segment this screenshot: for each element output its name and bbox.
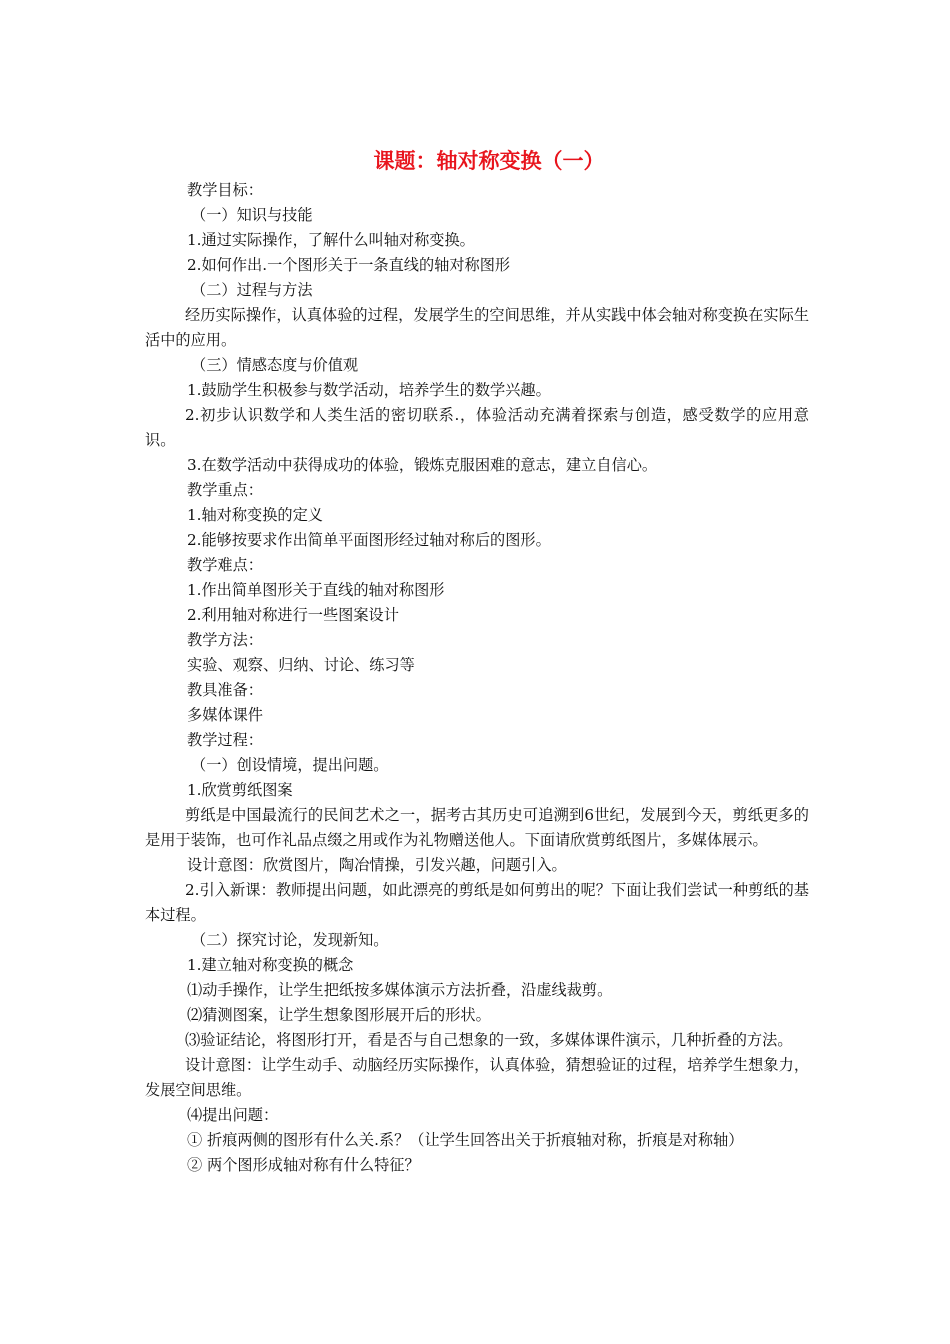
heading-teaching-process: 教学过程：	[187, 731, 263, 749]
key-point-2: 2.能够按要求作出简单平面图形经过轴对称后的图形。	[187, 531, 551, 549]
goal-item-1: 1.通过实际操作，了解什么叫轴对称变换。	[187, 231, 475, 249]
step-appreciate-papercut: 1.欣赏剪纸图案	[187, 781, 293, 799]
document-body	[145, 178, 809, 1178]
difficulty-1: 1.作出简单图形关于直线的轴对称图形	[187, 581, 445, 599]
difficulty-2: 2.利用轴对称进行一些图案设计	[187, 606, 399, 624]
subheading-process-method: （二）过程与方法	[191, 281, 313, 299]
subheading-knowledge-skills: （一）知识与技能	[191, 206, 313, 224]
sub-step-2: ⑵猜测图案，让学生想象图形展开后的形状。	[187, 1006, 491, 1024]
sub-step-4: ⑷提出问题：	[187, 1106, 279, 1124]
question-2: ② 两个图形成轴对称有什么特征？	[187, 1156, 420, 1174]
design-intent-2: 设计意图：让学生动手、动脑经历实际操作，认真体验，猜想验证的过程，培养学生想象力，发展空间思维。	[145, 1056, 809, 1099]
heading-teaching-goals: 教学目标：	[187, 181, 263, 199]
attitude-item-3: 3.在数学活动中获得成功的体验，锻炼克服困难的意志，建立自信心。	[187, 456, 658, 474]
step-build-concept: 1.建立轴对称变换的概念	[187, 956, 354, 974]
design-intent-1: 设计意图：欣赏图片，陶冶情操，引发兴趣，问题引入。	[187, 856, 567, 874]
teaching-aids-text: 多媒体课件	[187, 706, 263, 724]
goal-item-2: 2.如何作出.一个图形关于一条直线的轴对称图形	[187, 256, 511, 274]
section-create-situation: （一）创设情境，提出问题。	[191, 756, 389, 774]
section-explore-discuss: （二）探究讨论，发现新知。	[191, 931, 389, 949]
sub-step-1: ⑴动手操作，让学生把纸按多媒体演示方法折叠，沿虚线裁剪。	[187, 981, 613, 999]
key-point-1: 1.轴对称变换的定义	[187, 506, 323, 524]
attitude-item-1: 1.鼓励学生积极参与数学活动，培养学生的数学兴趣。	[187, 381, 551, 399]
heading-difficulties: 教学难点：	[187, 556, 263, 574]
document-title: 课题：轴对称变换（一）	[373, 149, 605, 173]
sub-step-3: ⑶验证结论，将图形打开，看是否与自己想象的一致，多媒体课件演示，几种折叠的方法。	[185, 1031, 793, 1049]
attitude-item-2: 2.初步认识数学和人类生活的密切联系.，体验活动充满着探索与创造，感受数学的应用意识。	[145, 406, 809, 449]
heading-teaching-aids: 教具准备：	[187, 681, 263, 699]
heading-teaching-methods: 教学方法：	[187, 631, 263, 649]
subheading-attitude-values: （三）情感态度与价值观	[191, 356, 359, 374]
process-method-paragraph: 经历实际操作，认真体验的过程，发展学生的空间思维，并从实践中体会轴对称变换在实际生活中的应用。	[145, 306, 809, 349]
papercut-paragraph: 剪纸是中国最流行的民间艺术之一，据考古其历史可追溯到6世纪，发展到今天，剪纸更多的是用于装饰，也可作礼品点缀之用或作为礼物赠送他人。下面请欣赏剪纸图片，多媒体展示。	[145, 806, 809, 849]
introduce-new-lesson: 2.引入新课：教师提出问题，如此漂亮的剪纸是如何剪出的呢？下面让我们尝试一种剪纸的基本过程。	[145, 881, 809, 924]
teaching-methods-text: 实验、观察、归纳、讨论、练习等	[187, 656, 415, 674]
heading-key-points: 教学重点：	[187, 481, 263, 499]
question-1: ① 折痕两侧的图形有什么关.系？（让学生回答出关于折痕轴对称，折痕是对称轴）	[187, 1131, 744, 1149]
